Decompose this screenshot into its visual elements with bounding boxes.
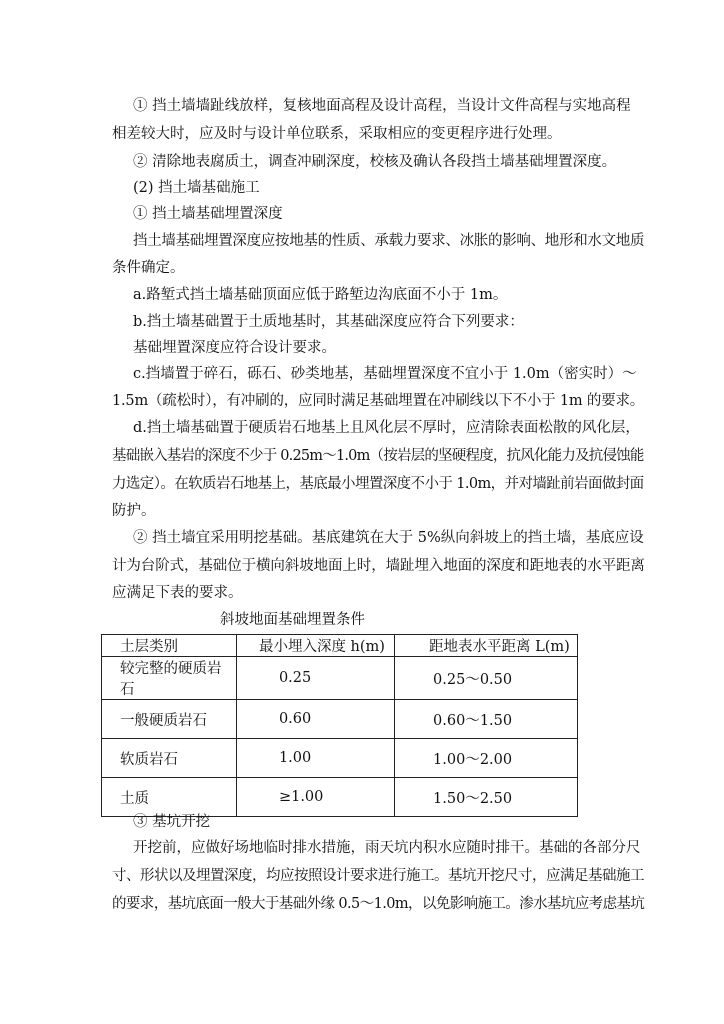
table-cell: 1.00～2.00	[395, 739, 578, 778]
paragraph-line: ② 清除地表腐质土，调查冲刷深度，校核及确认各段挡土墙基础埋置深度。	[133, 154, 617, 170]
subsection-heading: ① 挡土墙基础埋置深度	[133, 206, 283, 222]
paragraph-line: 力选定）。在软质岩石地基上，基底最小埋置深度不小于 1.0m，并对墙趾前岩面做封面	[112, 476, 644, 492]
soil-table	[101, 634, 578, 817]
table-cell: 土质	[102, 778, 237, 817]
table-caption: 斜坡地面基础埋置条件	[220, 612, 365, 628]
paragraph-line: c.挡墙置于碎石，砾石、砂类地基，基础埋置深度不宜小于 1.0m（密实时）～	[133, 366, 637, 382]
paragraph-line: 防护。	[112, 503, 156, 519]
paragraph-line: 相差较大时，应及时与设计单位联系，采取相应的变更程序进行处理。	[112, 126, 562, 142]
paragraph-line: 条件确定。	[112, 260, 185, 276]
table-cell: 0.25	[236, 657, 394, 700]
table-cell: 0.25～0.50	[395, 657, 578, 700]
paragraph-line: 的要求，基坑底面一般大于基础外缘 0.5～1.0m，以免影响施工。渗水基坑应考虑基坑	[112, 896, 645, 912]
table-header-row	[102, 635, 578, 657]
paragraph-line: 计为台阶式，基础位于横向斜坡地面上时，墙趾埋入地面的深度和距地表的水平距离	[112, 558, 645, 574]
column-header: 距地表水平距离 L(m)	[395, 635, 578, 657]
table-cell: 1.00	[236, 739, 394, 778]
paragraph-line: ② 挡土墙宜采用明挖基础。基底建筑在大于 5%纵向斜坡上的挡土墙，基底应设	[133, 530, 644, 546]
paragraph-line: b.挡土墙基础置于土质地基时，其基础深度应符合下列要求：	[133, 314, 524, 330]
table-row	[102, 778, 578, 817]
subsection-heading: ③ 基坑开挖	[133, 814, 211, 830]
paragraph-line: ① 挡土墙墙趾线放样，复核地面高程及设计高程，当设计文件高程与实地高程	[133, 98, 631, 114]
table-row	[102, 657, 578, 700]
section-heading: (2) 挡土墙基础施工	[133, 180, 260, 196]
paragraph-line: 1.5m（疏松时），有冲刷的，应同时满足基础埋置在冲刷线以下不小于 1m 的要求。	[112, 393, 645, 409]
paragraph-line: 寸、形状以及埋置深度，均应按照设计要求进行施工。基坑开挖尺寸，应满足基础施工	[112, 868, 644, 884]
table-cell: 一般硬质岩石	[102, 700, 237, 739]
column-header: 土层类别	[102, 635, 237, 657]
table-cell: 0.60	[236, 700, 394, 739]
table-cell: 软质岩石	[102, 739, 237, 778]
paragraph-line: 开挖前，应做好场地临时排水措施，雨天坑内积水应随时排干。基础的各部分尺	[133, 840, 641, 856]
paragraph-line: a.路堑式挡土墙基础顶面应低于路堑边沟底面不小于 1m。	[133, 287, 508, 303]
table-row	[102, 739, 578, 778]
table-cell: ≥1.00	[236, 778, 394, 817]
table-cell: 较完整的硬质岩石	[102, 657, 237, 700]
table-row	[102, 700, 578, 739]
paragraph-line: 挡土墙基础埋置深度应按地基的性质、承载力要求、冰胀的影响、地形和水文地质	[133, 233, 645, 249]
paragraph-line: 基础埋置深度应符合设计要求。	[133, 340, 336, 356]
table-cell: 0.60～1.50	[395, 700, 578, 739]
paragraph-line: 基础嵌入基岩的深度不少于 0.25m～1.0m（按岩层的坚硬程度，抗风化能力及抗侵蚀能	[112, 448, 644, 464]
column-header: 最小埋入深度 h(m)	[236, 635, 394, 657]
table-cell: 1.50～2.50	[395, 778, 578, 817]
paragraph-line: 应满足下表的要求。	[112, 585, 243, 601]
paragraph-line: d.挡土墙基础置于硬质岩石地基上且风化层不厚时，应清除表面松散的风化层，	[133, 420, 640, 436]
